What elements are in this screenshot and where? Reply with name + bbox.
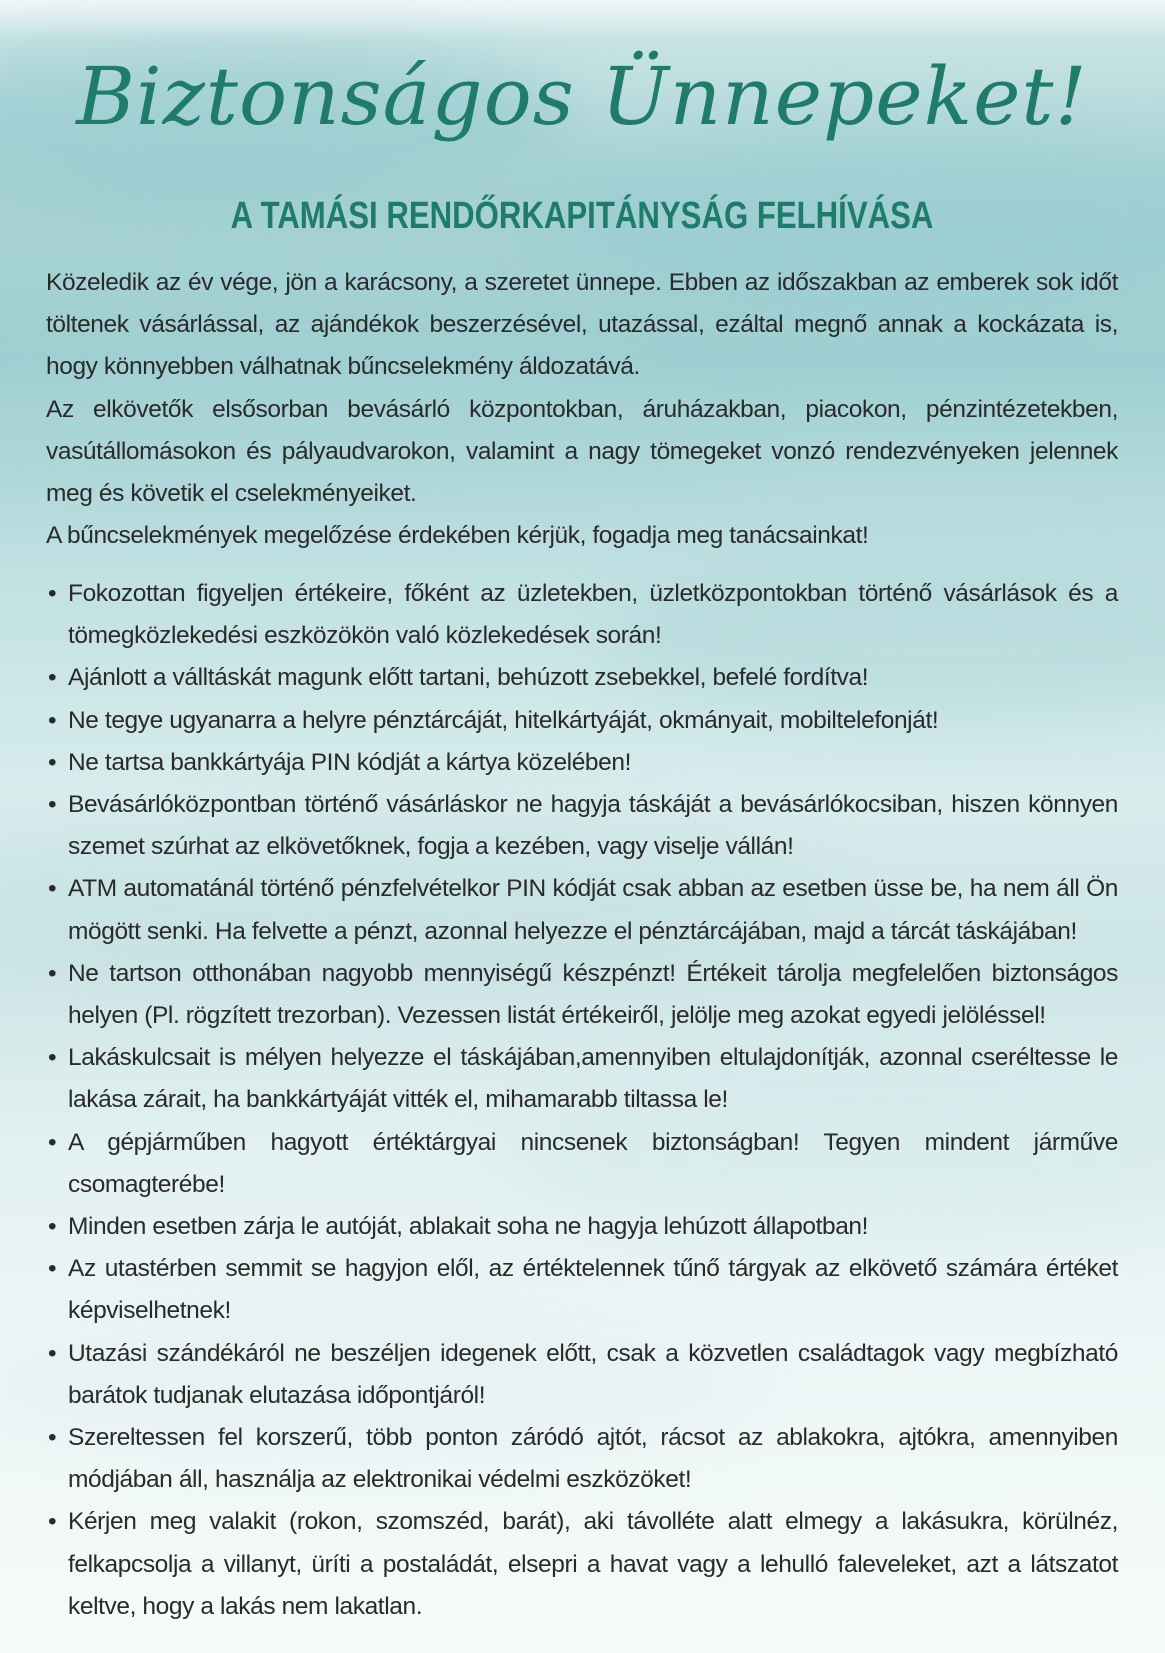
intro-paragraph: Az elkövetők elsősorban bevásárló központokban, áruházakban, piacokon, pénzintézetekben, vasútállomásokon és pályaudvarokon, valamint a nagy tömegeket vonzó rendezvényeken jelennek meg és követik el cselekményeiket. xyxy=(46,395,1118,508)
tip-item: • Ne tartsa bankkártyája PIN kódját a kártya közelében! xyxy=(46,742,1118,784)
tip-item: • Ne tartson otthonában nagyobb mennyiségű készpénzt! Értékeit tárolja megfelelően biztonságos helyen (Pl. rögzített trezorban). Vezessen listát értékeiről, jelölje meg azokat egyedi jelöléssel! xyxy=(46,953,1118,1037)
poster-subtitle: A TAMÁSI RENDŐRKAPITÁNYSÁG FELHÍVÁSA xyxy=(230,195,934,237)
tip-item: • Ne tegye ugyanarra a helyre pénztárcáját, hitelkártyáját, okmányait, mobiltelefonját! xyxy=(46,700,1118,742)
tip-item: • Az utastérben semmit se hagyjon elől, az értéktelennek tűnő tárgyak az elkövető számára értéket képviselhetnek! xyxy=(46,1248,1118,1332)
tip-item: • Utazási szándékáról ne beszéljen idegenek előtt, csak a közvetlen családtagok vagy megbízható barátok tudjanak elutazása időpontjáról! xyxy=(46,1333,1118,1417)
intro-text xyxy=(46,262,1118,557)
tip-item: • Minden esetben zárja le autóját, ablakait soha ne hagyja lehúzott állapotban! xyxy=(46,1206,1118,1248)
tip-item: • Fokozottan figyeljen értékeire, főként az üzletekben, üzletközpontokban történő vásárlások és a tömegközlekedési eszközökön való közlekedések során! xyxy=(46,573,1118,657)
tips-list xyxy=(46,573,1118,1628)
poster-title: Biztonságos Ünnepeket! xyxy=(76,50,1088,143)
tip-item: • ATM automatánál történő pénzfelvételkor PIN kódját csak abban az esetben üsse be, ha nem áll Ön mögött senki. Ha felvette a pénzt, azonnal helyezze el pénztárcájában, majd a tárcát táskájában! xyxy=(46,868,1118,952)
tip-item: • Lakáskulcsait is mélyen helyezze el táskájában,amennyiben eltulajdonítják, azonnal cseréltesse le lakása zárait, ha bankkártyáját vitték el, mihamarabb tiltassa le! xyxy=(46,1037,1118,1121)
tip-item: • Ajánlott a válltáskát magunk előtt tartani, behúzott zsebekkel, befelé fordítva! xyxy=(46,657,1118,699)
tip-item: • Kérjen meg valakit (rokon, szomszéd, barát), aki távolléte alatt elmegy a lakásukra, körülnéz, felkapcsolja a villanyt, üríti a postaládát, elsepri a havat vagy a lehulló faleveleket, azt a látszatot keltve, hogy a lakás nem lakatlan. xyxy=(46,1501,1118,1628)
tip-item: • A gépjárműben hagyott értéktárgyai nincsenek biztonságban! Tegyen mindent járműve csomagterébe! xyxy=(46,1122,1118,1206)
tip-item: • Bevásárlóközpontban történő vásárláskor ne hagyja táskáját a bevásárlókocsiban, hiszen könnyen szemet szúrhat az elkövetőknek, fogja a kezében, vagy viselje vállán! xyxy=(46,784,1118,868)
intro-paragraph: Közeledik az év vége, jön a karácsony, a szeretet ünnepe. Ebben az időszakban az emberek sok időt töltenek vásárlással, az ajándékok beszerzésével, utazással, ezáltal megnő annak a kockázata is, hogy könnyebben válhatnak bűncselekmény áldozatává. xyxy=(46,269,1118,381)
intro-paragraph: A bűncselekmények megelőzése érdekében kérjük, fogadja meg tanácsainkat! xyxy=(46,522,869,550)
tip-item: • Szereltessen fel korszerű, több ponton záródó ajtót, rácsot az ablakokra, ajtókra, amennyiben módjában áll, használja az elektronikai védelmi eszközöket! xyxy=(46,1417,1118,1501)
top-highlight xyxy=(0,0,1165,40)
